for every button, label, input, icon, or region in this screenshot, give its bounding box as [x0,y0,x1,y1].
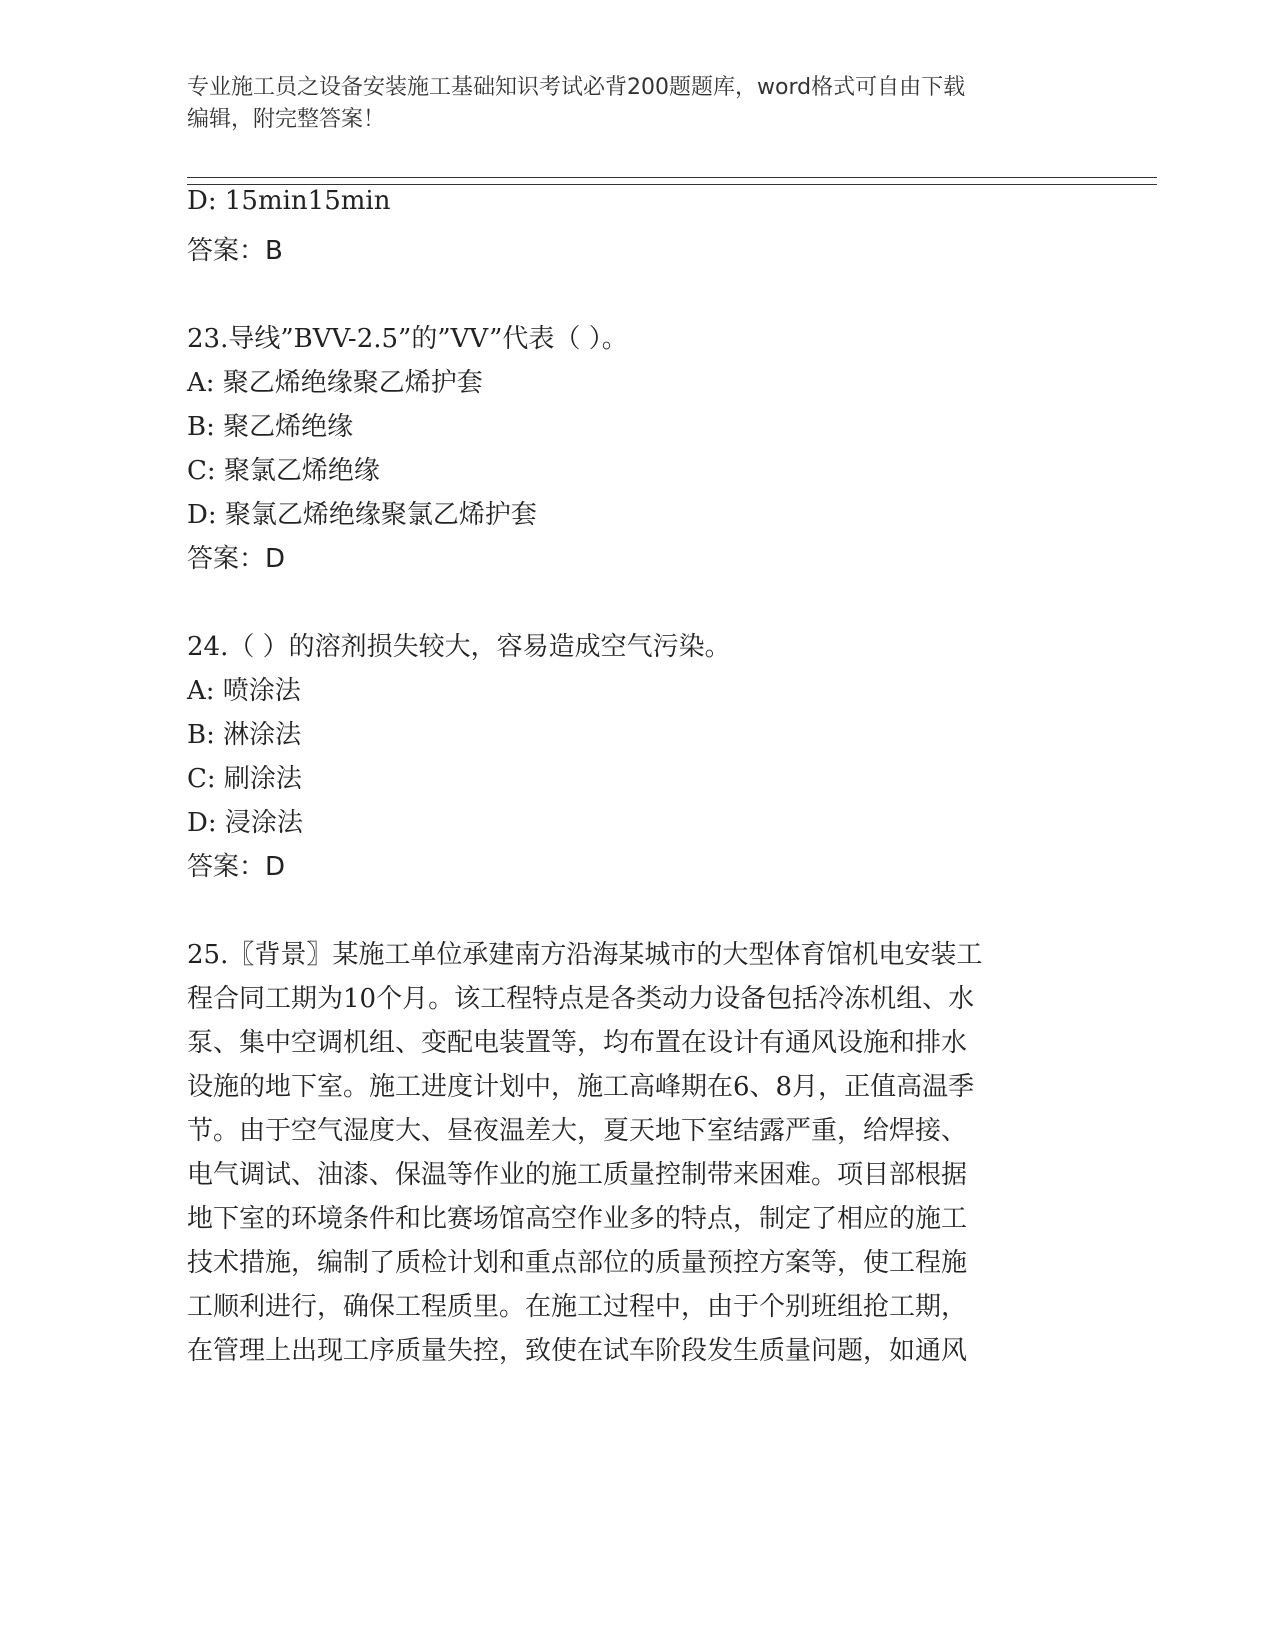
document-header [187,72,1087,136]
q25-line-9: 工顺利进行，确保工程质里。在施工过程中，由于个别班组抢工期， [187,1292,968,1322]
q25-line-1: 25.〖背景〗某施工单位承建南方沿海某城市的大型体育馆机电安装工 [187,940,983,970]
q23-answer: 答案：D [187,544,286,574]
q23-option-d: D: 聚氯乙烯绝缘聚氯乙烯护套 [187,500,537,530]
q24-stem: 24.（ ）的溶剂损失较大，容易造成空气污染。 [187,632,731,662]
q23-stem: 23.导线”BVV-2.5”的”VV”代表（ ）。 [187,324,628,354]
header-divider-bottom [187,184,1157,185]
header-divider-top [187,177,1157,178]
q25-line-2: 程合同工期为10个月。该工程特点是各类动力设备包括冷冻机组、水 [187,984,975,1014]
header-title-line-1: 专业施工员之设备安装施工基础知识考试必背200题题库，word格式可自由下载 [187,75,966,100]
q24-option-d: D: 浸涂法 [187,808,303,838]
prev-option-d: D: 15min15min [187,186,391,216]
q25-line-3: 泵、集中空调机组、变配电装置等，均布置在设计有通风设施和排水 [187,1028,968,1058]
q25-line-8: 技术措施，编制了质检计划和重点部位的质量预控方案等，使工程施 [187,1248,968,1278]
prev-answer: 答案：B [187,236,283,266]
q25-line-6: 电气调试、油漆、保温等作业的施工质量控制带来困难。项目部根据 [187,1160,968,1190]
q24-option-a: A: 喷涂法 [187,676,301,706]
q25-line-4: 设施的地下室。施工进度计划中，施工高峰期在6、8月，正值高温季 [187,1072,975,1102]
header-title-line-2: 编辑，附完整答案！ [187,107,386,132]
q25-line-10: 在管理上出现工序质量失控，致使在试车阶段发生质量问题，如通风 [187,1336,968,1366]
q23-option-b: B: 聚乙烯绝缘 [187,412,354,442]
q25-line-7: 地下室的环境条件和比赛场馆高空作业多的特点，制定了相应的施工 [187,1204,968,1234]
q25-line-5: 节。由于空气湿度大、昼夜温差大，夏天地下室结露严重，给焊接、 [187,1116,968,1146]
q23-option-a: A: 聚乙烯绝缘聚乙烯护套 [187,368,483,398]
q23-option-c: C: 聚氯乙烯绝缘 [187,456,380,486]
q24-option-c: C: 刷涂法 [187,764,302,794]
q24-answer: 答案：D [187,852,286,882]
q24-option-b: B: 淋涂法 [187,720,302,750]
